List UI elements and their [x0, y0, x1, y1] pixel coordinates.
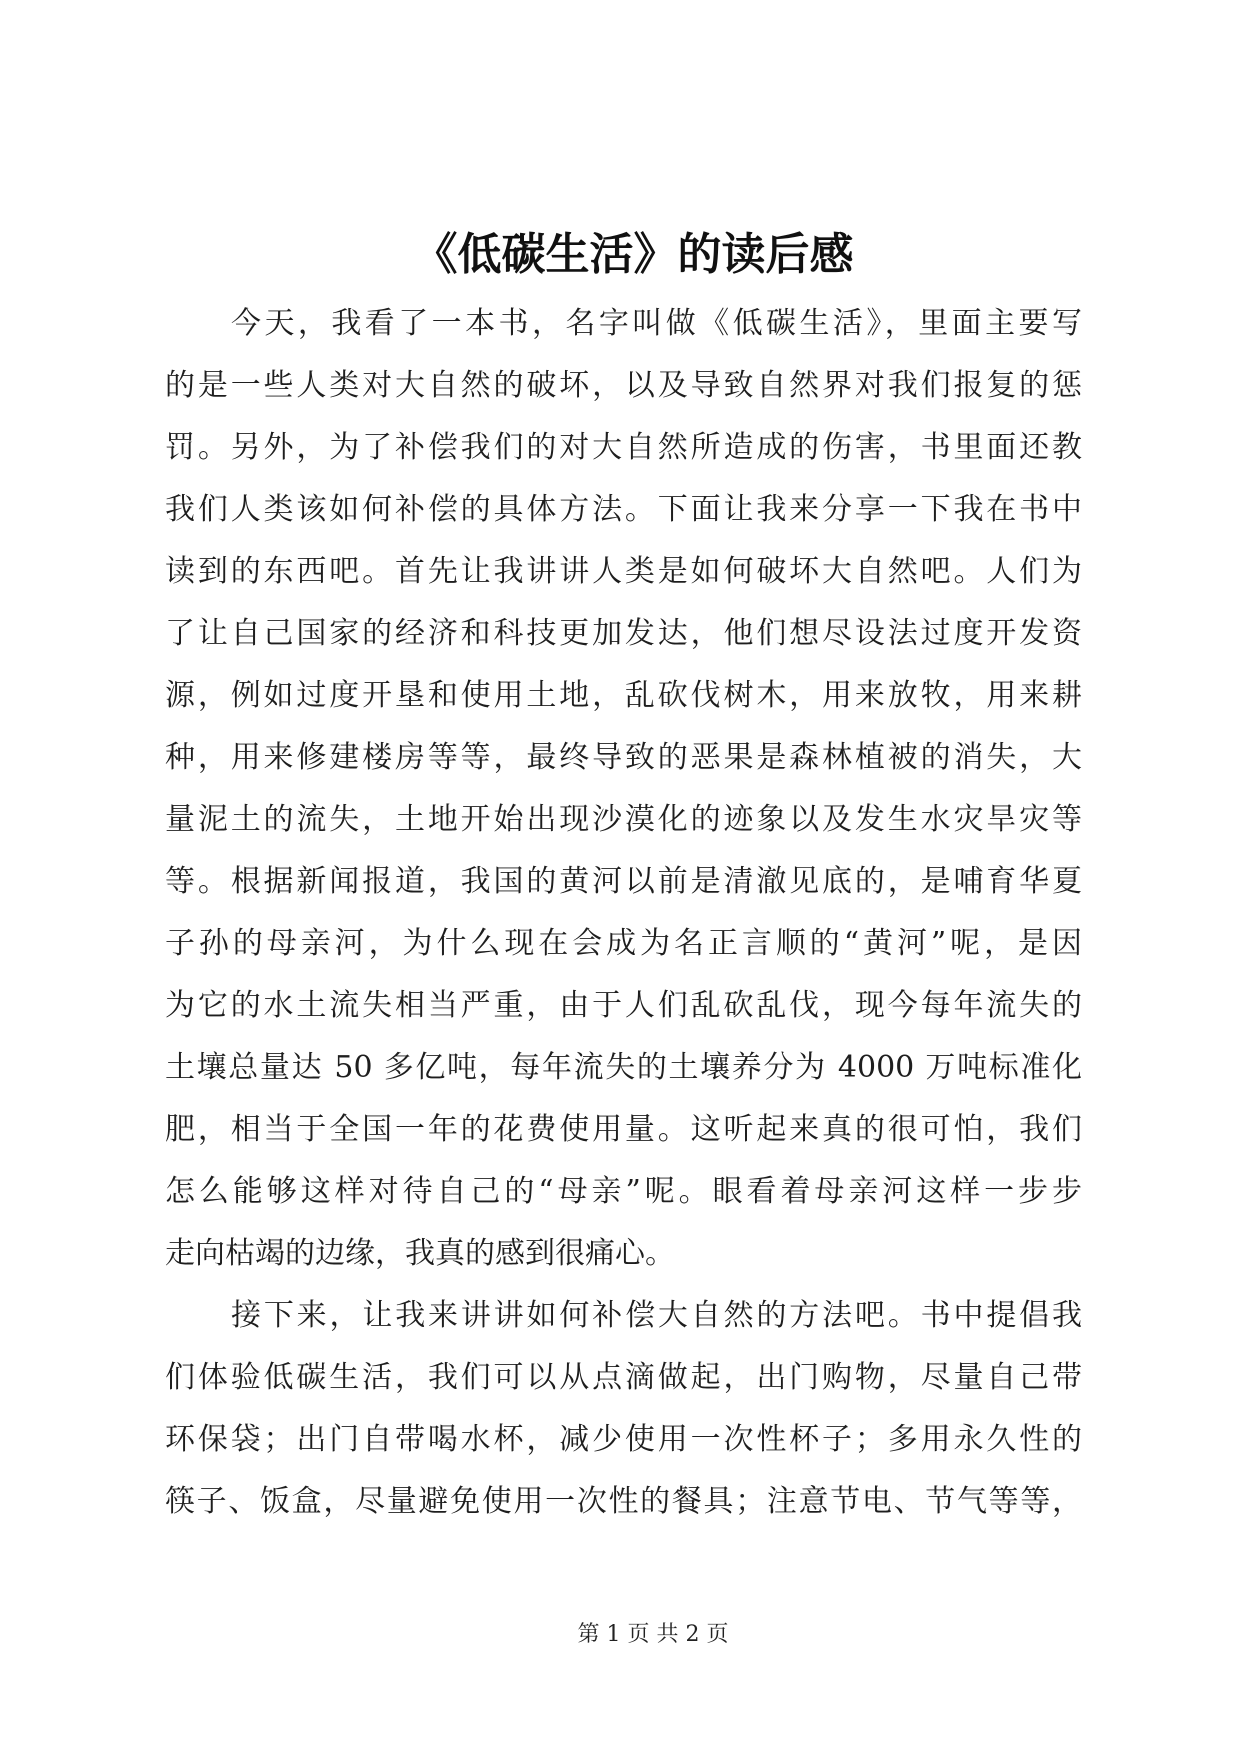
- text-line: 源，例如过度开垦和使用土地，乱砍伐树木，用来放牧，用来耕: [165, 678, 1082, 713]
- paragraph: [165, 293, 1082, 1285]
- document-body: [165, 293, 1082, 1533]
- text-line: 了让自己国家的经济和科技更加发达，他们想尽设法过度开发资: [165, 616, 1082, 651]
- text-line: 量泥土的流失，土地开始出现沙漠化的迹象以及发生水灾旱灾等: [165, 802, 1082, 837]
- text-line: 我们人类该如何补偿的具体方法。下面让我来分享一下我在书中: [165, 492, 1082, 527]
- text-line: 走向枯竭的边缘，我真的感到很痛心。: [165, 1236, 675, 1271]
- page-number-footer: 第 1 页 共 2 页: [577, 1622, 729, 1647]
- text-line: 今天，我看了一本书，名字叫做《低碳生活》，里面主要写: [231, 306, 1082, 341]
- text-line: 读到的东西吧。首先让我讲讲人类是如何破坏大自然吧。人们为: [165, 554, 1082, 589]
- text-line: 子孙的母亲河，为什么现在会成为名正言顺的“黄河”呢，是因: [165, 926, 1082, 961]
- text-line: 环保袋；出门自带喝水杯，减少使用一次性杯子；多用永久性的: [165, 1422, 1082, 1457]
- text-line: 为它的水土流失相当严重，由于人们乱砍乱伐，现今每年流失的: [165, 988, 1082, 1023]
- document-title: 《低碳生活》的读后感: [413, 229, 854, 280]
- text-line: 土壤总量达 50 多亿吨，每年流失的土壤养分为 4000 万吨标准化: [165, 1050, 1082, 1085]
- text-line: 的是一些人类对大自然的破坏，以及导致自然界对我们报复的惩: [165, 368, 1082, 403]
- paragraph: [165, 1285, 1082, 1533]
- text-line: 接下来，让我来讲讲如何补偿大自然的方法吧。书中提倡我: [231, 1298, 1082, 1333]
- text-line: 种，用来修建楼房等等，最终导致的恶果是森林植被的消失，大: [165, 740, 1082, 775]
- text-line: 罚。另外，为了补偿我们的对大自然所造成的伤害，书里面还教: [165, 430, 1082, 465]
- text-line: 等。根据新闻报道，我国的黄河以前是清澈见底的，是哺育华夏: [165, 864, 1082, 899]
- text-line: 怎么能够这样对待自己的“母亲”呢。眼看着母亲河这样一步步: [165, 1174, 1082, 1209]
- text-line: 肥，相当于全国一年的花费使用量。这听起来真的很可怕，我们: [165, 1112, 1082, 1147]
- text-line: 筷子、饭盒，尽量避免使用一次性的餐具；注意节电、节气等等，: [165, 1484, 1082, 1519]
- text-line: 们体验低碳生活，我们可以从点滴做起，出门购物，尽量自己带: [165, 1360, 1082, 1395]
